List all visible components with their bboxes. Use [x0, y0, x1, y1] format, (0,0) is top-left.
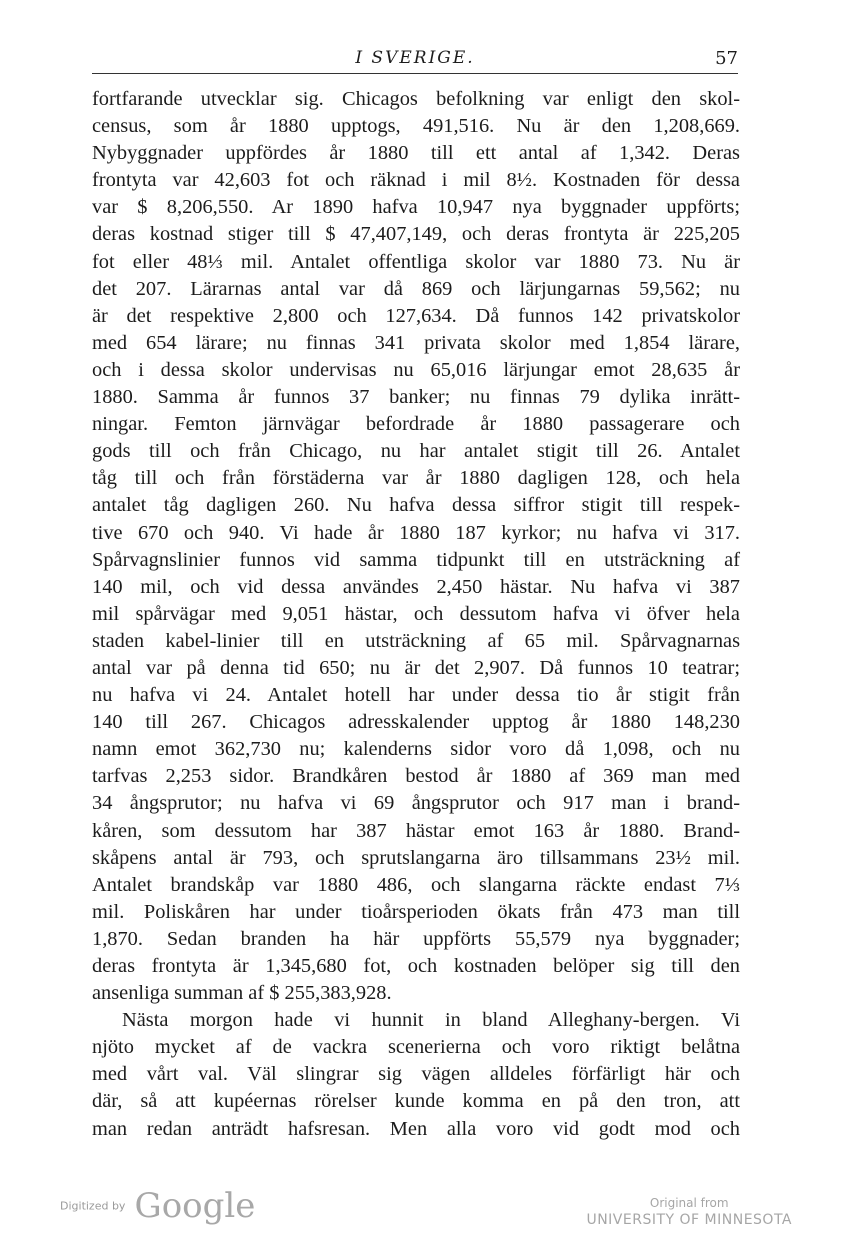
text-line: mil. Poliskåren har under tioårsperioden ökats från 473 man till	[92, 900, 740, 923]
running-head	[92, 48, 738, 72]
text-line: man redan anträdt hafsresan. Men alla voro vid godt mod och	[92, 1117, 740, 1140]
text-line: och i dessa skolor undervisas nu 65,016 lärjungar emot 28,635 år	[92, 358, 740, 381]
text-line: staden kabel-linier till en utsträckning af 65 mil. Spårvagnarnas	[92, 629, 740, 652]
text-line: tive 670 och 940. Vi hade år 1880 187 kyrkor; nu hafva vi 317.	[92, 521, 740, 544]
text-line: frontyta var 42,603 fot och räknad i mil 8½. Kostnaden för dessa	[92, 169, 740, 192]
text-line: nu hafva vi 24. Antalet hotell har under dessa tio år stigit från	[92, 684, 740, 707]
text-line: antal var på denna tid 650; nu är det 2,907. Då funnos 10 teatrar;	[92, 656, 740, 679]
text-line: 34 ångsprutor; nu hafva vi 69 ångsprutor och 917 man i brand-	[92, 792, 740, 815]
text-line: fot eller 48⅓ mil. Antalet offentliga skolor var 1880 73. Nu är	[92, 250, 740, 273]
text-line: census, som år 1880 upptogs, 491,516. Nu är den 1,208,669.	[92, 115, 740, 138]
text-line: 140 till 267. Chicagos adresskalender upptog år 1880 148,230	[92, 711, 740, 734]
text-line: deras frontyta är 1,345,680 fot, och kostnaden belöper sig till den	[92, 955, 740, 977]
text-line: det 207. Lärarnas antal var då 869 och lärjungarnas 59,562; nu	[92, 277, 740, 300]
text-line: kåren, som dessutom har 387 hästar emot 163 år 1880. Brand-	[92, 819, 740, 842]
text-line: 140 mil, och vid dessa användes 2,450 hästar. Nu hafva vi 387	[92, 575, 740, 598]
text-line: namn emot 362,730 nu; kalenderns sidor voro då 1,098, och nu	[92, 738, 740, 761]
text-line: Antalet brandskåp var 1880 486, och slangarna räckte endast 7⅓	[92, 873, 740, 896]
text-line: med vårt val. Väl slingrar sig vägen alldeles förfärligt här och	[92, 1063, 740, 1086]
text-line: njöto mycket af de vackra scenerierna och voro riktigt belåtna	[92, 1036, 740, 1059]
digitized-by-watermark	[60, 1186, 255, 1226]
google-logo: Google	[134, 1186, 256, 1226]
text-line: skåpens antal är 793, och sprutslangarna äro tillsammans 23½ mil.	[92, 846, 740, 869]
digitized-by-label: Digitized by	[60, 1199, 126, 1213]
text-line: mil spårvägar med 9,051 hästar, och dessutom hafva vi öfver hela	[92, 602, 740, 625]
paragraph-end-line: ansenliga summan af $ 255,383,928.	[92, 982, 392, 1005]
text-line: 1,870. Sedan branden ha här uppförts 55,579 nya byggnader;	[92, 927, 740, 950]
original-from-watermark	[586, 1196, 792, 1228]
text-line: gods till och från Chicago, nu har antalet stigit till 26. Antalet	[92, 440, 740, 463]
running-title: I SVERIGE.	[355, 48, 475, 68]
text-line: var $ 8,206,550. Ar 1890 hafva 10,947 nya byggnader uppförts;	[92, 196, 740, 219]
page-number: 57	[715, 48, 738, 69]
text-line: fortfarande utvecklar sig. Chicagos befolkning var enligt den skol-	[92, 88, 740, 110]
institution-name: UNIVERSITY OF MINNESOTA	[586, 1212, 792, 1228]
text-line: tarfvas 2,253 sidor. Brandkåren bestod år 1880 af 369 man med	[92, 765, 740, 788]
text-line: med 654 lärare; nu finnas 341 privata skolor med 1,854 lärare,	[92, 331, 740, 354]
header-rule	[92, 73, 738, 74]
original-from-label: Original from	[649, 1196, 729, 1210]
text-line: är det respektive 2,800 och 127,634. Då funnos 142 privatskolor	[92, 304, 740, 327]
text-line: ningar. Femton järnvägar befordrade år 1880 passagerare och	[92, 413, 740, 436]
text-line: där, så att kupéernas rörelser kunde komma en på den tron, att	[92, 1090, 740, 1113]
text-line: tåg till och från förstäderna var år 1880 dagligen 128, och hela	[92, 467, 740, 490]
text-line: deras kostnad stiger till $ 47,407,149, och deras frontyta är 225,205	[92, 223, 740, 246]
body-text	[92, 86, 740, 1143]
text-line: 1880. Samma år funnos 37 banker; nu finnas 79 dylika inrätt-	[92, 386, 740, 409]
text-line: Spårvagnslinier funnos vid samma tidpunkt till en utsträckning af	[92, 548, 740, 571]
paragraph-start-line: Nästa morgon hade vi hunnit in bland Alleghany-bergen. Vi	[122, 1009, 740, 1032]
text-line: antalet tåg dagligen 260. Nu hafva dessa siffror stigit till respek-	[92, 494, 740, 517]
text-line: Nybyggnader uppfördes år 1880 till ett antal af 1,342. Deras	[92, 142, 740, 165]
